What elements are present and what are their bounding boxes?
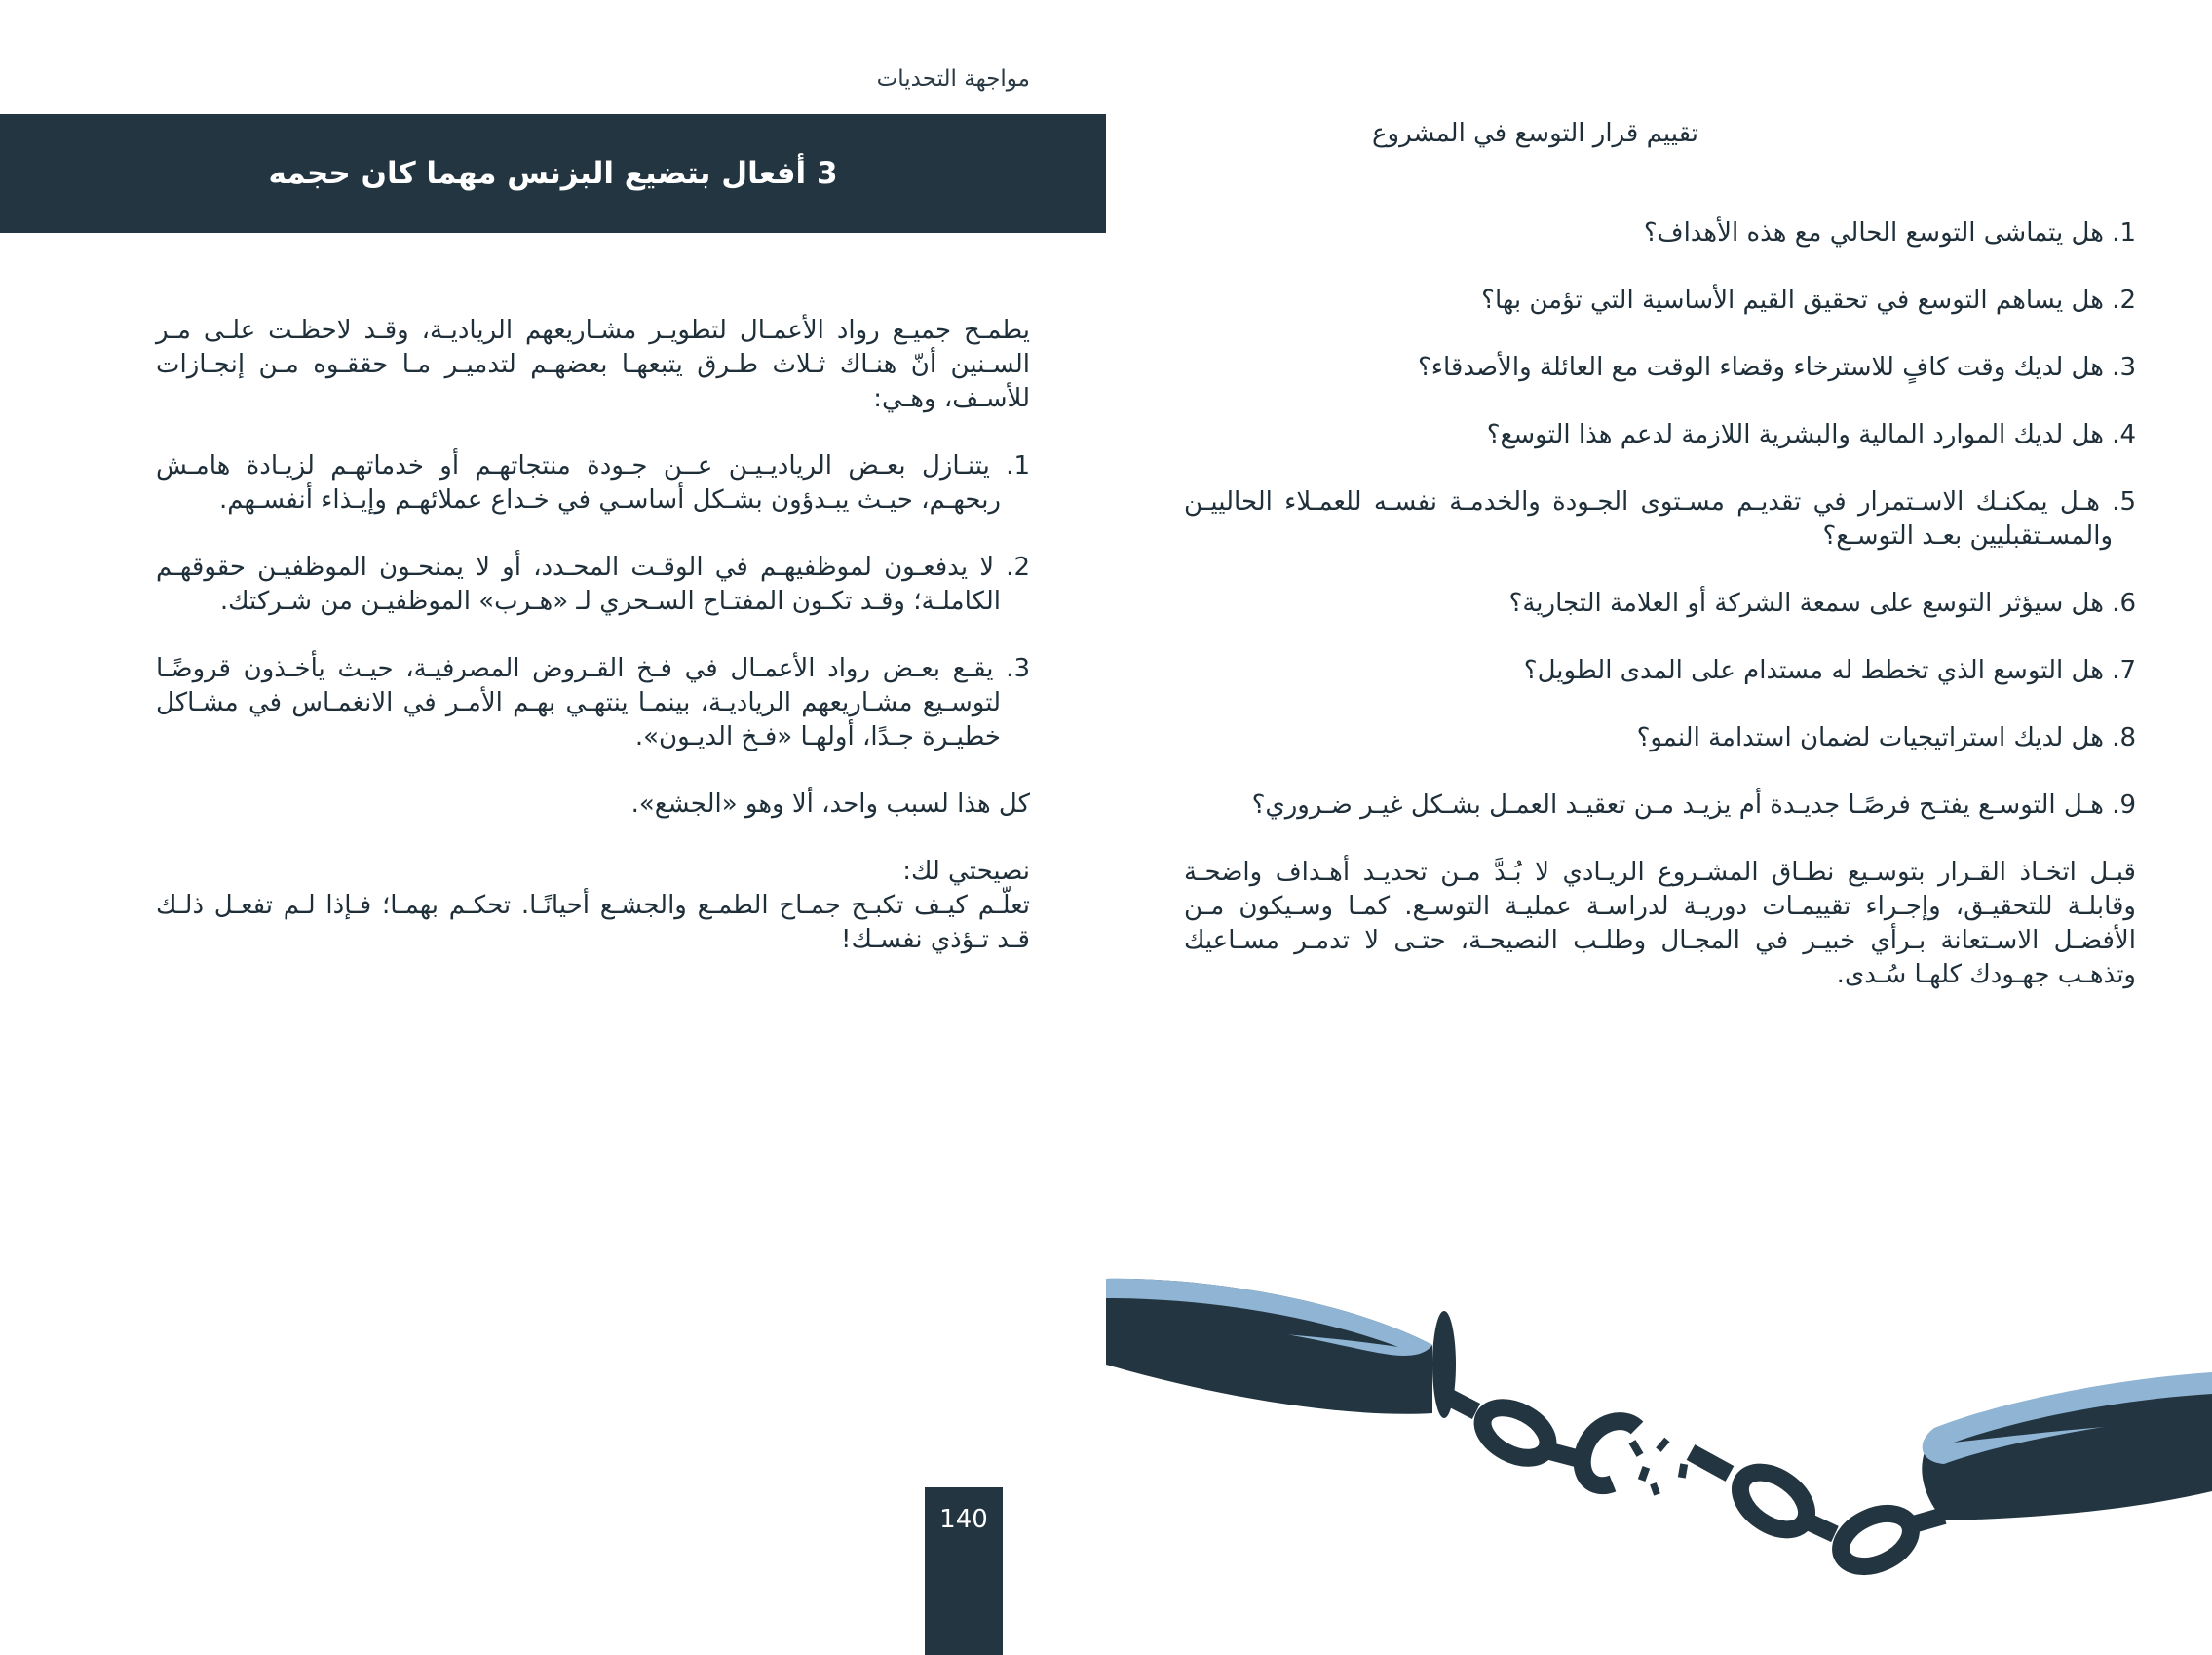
- broken-chain-icon: [1106, 1257, 2212, 1589]
- running-head: مواجهة التحديات: [876, 66, 1030, 92]
- question-item: 1. هل يتماشى التوسع الحالي مع هذه الأهداف؟: [1643, 218, 2136, 248]
- list-item: 2. لا يدفعـون لموظفيهـم في الوقـت المحـدد، أو لا يمنحـون الموظفيـن حقوقهـم الكاملـة؛ وقـد تكـون المفتـاح السـحري لـ «هـرب» الموظفيـن من شـركتك.: [156, 553, 1030, 616]
- page-number-tab: [925, 1487, 1003, 1655]
- chapter-title: 3 أفعال بتضيع البزنس مهما كان حجمه: [268, 156, 838, 191]
- question-item: 8. هل لديك استراتيجيات لضمان استدامة النمو؟: [1636, 723, 2136, 752]
- question-item: 7. هل التوسع الذي تخطط له مستدام على المدى الطويل؟: [1523, 656, 2136, 685]
- question-item: 6. هل سيؤثر التوسع على سمعة الشركة أو العلامة التجارية؟: [1508, 589, 2136, 618]
- section-heading-wrap: [1106, 119, 2212, 148]
- list-item: 3. يقـع بعـض رواد الأعمـال في فـخ القـروض المصرفيـة، حيـث يأخـذون قروضًـا لتوسـيع مشـاريعهم الرياديـة، بينمـا ينتهـي بهـم الأمـر في الانغمـاس في مشـاكل خطيـرة جـدًا، أولهـا «فـخ الديـون».: [156, 654, 1030, 751]
- left-cuff: [1106, 1279, 1456, 1418]
- question-item: 4. هل لديك الموارد المالية والبشرية اللازمة لدعم هذا التوسع؟: [1486, 420, 2136, 449]
- left-body-text: [156, 314, 1030, 957]
- right-cuff: [1922, 1372, 2212, 1520]
- left-chain-links: [1442, 1394, 1637, 1485]
- question-item: 3. هل لديك وقت كافٍ للاسترخاء وقضاء الوقت مع العائلة والأصدقاء؟: [1417, 353, 2136, 382]
- section-heading-text: تقييم قرار التوسع في المشروع: [1372, 119, 1698, 148]
- advice-label: نصيحتي لك:: [902, 857, 1030, 886]
- advice-text: تعلّـم كيـف تكبـح جمـاح الطمـع والجشـع أحيانًـا. تحكـم بهمـا؛ فـإذا لـم تفعـل ذلـك قـد تـؤذي نفسـك!: [156, 891, 1030, 954]
- question-list: [1184, 216, 2136, 992]
- chain-break-fragments: [1629, 1438, 1689, 1496]
- question-item: 9. هـل التوسـع يفتـح فرصًـا جديـدة أم يزيـد مـن تعقيـد العمـل بشـكل غيـر ضـروري؟: [1251, 790, 2136, 820]
- conclusion-paragraph: قبـل اتخـاذ القـرار بتوسـيع نطـاق المشـروع الريـادي لا بُـدَّ مـن تحديـد أهـداف واضحـة وقابلـة للتحقيـق، وإجـراء تقييمـات دوريـة لدراسـة عمليـة التوسـع. كمـا وسـيكون مـن الأفضـل الاسـتعانة بـرأي خبيـر في المجـال وطلـب النصيحـة، حتـى لا تدمـر مسـاعيك وتذهـب جهـودك كلهـا سُـدى.: [1184, 858, 2136, 989]
- question-item: 2. هل يساهم التوسع في تحقيق القيم الأساسية التي تؤمن بها؟: [1481, 286, 2136, 315]
- summary-line: كل هذا لسبب واحد، ألا وهو «الجشع».: [630, 789, 1030, 819]
- page-number: 140: [939, 1505, 988, 1534]
- chapter-title-bar: [0, 114, 1106, 233]
- question-item: 5. هـل يمكنـك الاسـتمرار في تقديـم مسـتوى الجـودة والخدمـة نفسـه للعمـلاء الحالييـن والمسـتقبليين بعـد التوسـع؟: [1184, 487, 2136, 551]
- right-chain-links: [1691, 1452, 1944, 1577]
- list-item: 1. يتنـازل بعـض الرياديـيـن عــن جـودة منتجاتهـم أو خدماتهـم لزيـادة هامـش ربحهـم، حيـث يبـدؤون بشـكل أساسـي في خـداع عملائهـم وإيـذاء أنفسـهم.: [156, 451, 1030, 515]
- intro-paragraph: يطمـح جميـع رواد الأعمـال لتطويـر مشـاريعهم الرياديـة، وقـد لاحظـت علـى مـر السـنين أنّ هنـاك ثـلاث طـرق يتبعهـا بعضهـم لتدميـر مـا حققـوه مـن إنجـازات للأسـف، وهـي:: [156, 316, 1030, 413]
- section-heading: [1104, 119, 2210, 148]
